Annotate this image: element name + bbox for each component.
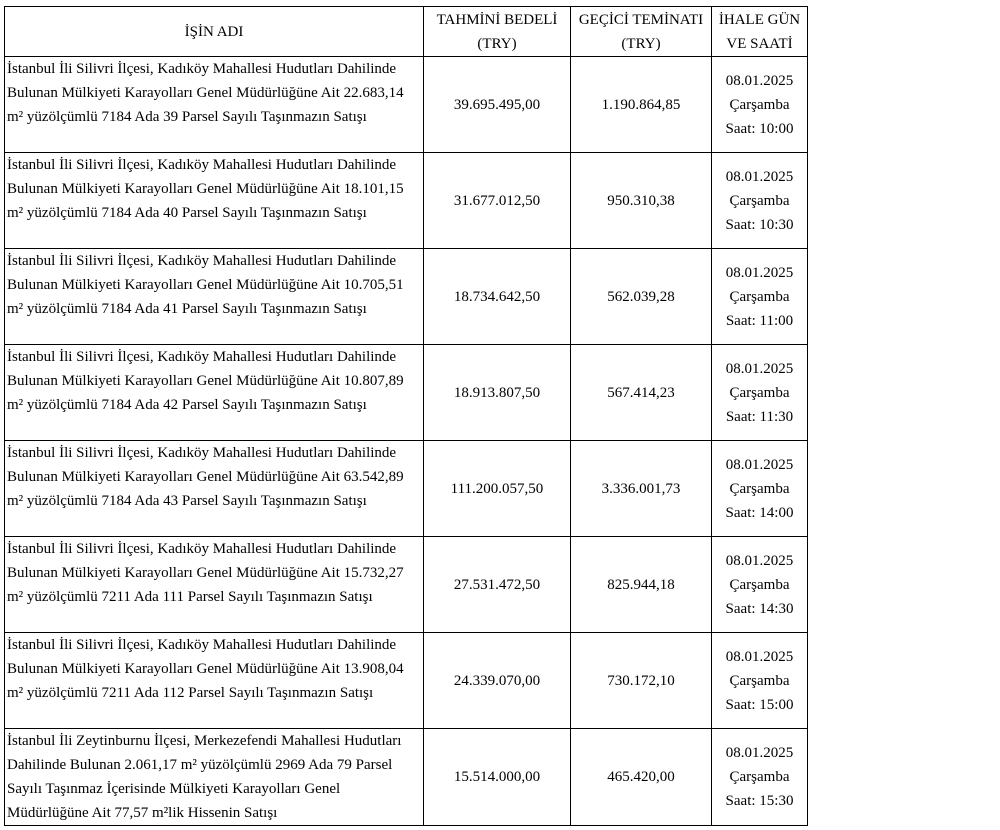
tender-date: 08.01.2025 xyxy=(725,456,794,473)
provisional-deposit: 1.190.864,85 xyxy=(571,57,712,153)
tender-date: 08.01.2025 xyxy=(725,360,794,377)
tender-datetime xyxy=(712,441,808,537)
tender-day: Çarşamba xyxy=(729,480,790,497)
table-row xyxy=(5,153,808,249)
item-name: İstanbul İli Silivri İlçesi, Kadıköy Mahallesi Hudutları Dahilinde Bulunan Mülkiyeti Karayolları Genel Müdürlüğüne Ait 13.908,04 m² yüzölçümlü 7211 Ada 112 Parsel Sayılı Taşınmazın Satışı xyxy=(5,633,424,729)
provisional-deposit: 562.039,28 xyxy=(571,249,712,345)
tender-day: Çarşamba xyxy=(729,96,790,113)
table-row xyxy=(5,729,808,826)
tender-datetime xyxy=(712,537,808,633)
tender-datetime xyxy=(712,57,808,153)
tender-datetime xyxy=(712,633,808,729)
tender-table xyxy=(4,6,808,826)
tender-day: Çarşamba xyxy=(729,288,790,305)
estimated-price: 39.695.495,00 xyxy=(424,57,571,153)
tender-time: Saat: 10:00 xyxy=(725,120,794,137)
tender-day: Çarşamba xyxy=(729,576,790,593)
tender-day: Çarşamba xyxy=(729,769,790,785)
table-row xyxy=(5,441,808,537)
tender-day: Çarşamba xyxy=(729,384,790,401)
tender-date: 08.01.2025 xyxy=(725,264,794,281)
item-name: İstanbul İli Silivri İlçesi, Kadıköy Mahallesi Hudutları Dahilinde Bulunan Mülkiyeti Karayolları Genel Müdürlüğüne Ait 18.101,15 m² yüzölçümlü 7184 Ada 40 Parsel Sayılı Taşınmazın Satışı xyxy=(5,153,424,249)
tender-time: Saat: 14:00 xyxy=(725,504,794,521)
item-name: İstanbul İli Silivri İlçesi, Kadıköy Mahallesi Hudutları Dahilinde Bulunan Mülkiyeti Karayolları Genel Müdürlüğüne Ait 10.705,51 m² yüzölçümlü 7184 Ada 41 Parsel Sayılı Taşınmazın Satışı xyxy=(5,249,424,345)
tender-datetime xyxy=(712,345,808,441)
tender-time: Saat: 10:30 xyxy=(725,216,794,233)
estimated-price: 18.734.642,50 xyxy=(424,249,571,345)
tender-time: Saat: 15:30 xyxy=(725,793,794,809)
tender-time: Saat: 14:30 xyxy=(725,600,794,617)
tender-day: Çarşamba xyxy=(729,672,790,689)
item-name: İstanbul İli Silivri İlçesi, Kadıköy Mahallesi Hudutları Dahilinde Bulunan Mülkiyeti Karayolları Genel Müdürlüğüne Ait 10.807,89 m² yüzölçümlü 7184 Ada 42 Parsel Sayılı Taşınmazın Satışı xyxy=(5,345,424,441)
header-date: İHALE GÜN VE SAATİ xyxy=(712,7,808,57)
table-row xyxy=(5,345,808,441)
table-row xyxy=(5,537,808,633)
header-price: TAHMİNİ BEDELİ (TRY) xyxy=(424,7,571,57)
item-name: İstanbul İli Silivri İlçesi, Kadıköy Mahallesi Hudutları Dahilinde Bulunan Mülkiyeti Karayolları Genel Müdürlüğüne Ait 63.542,89 m² yüzölçümlü 7184 Ada 43 Parsel Sayılı Taşınmazın Satışı xyxy=(5,441,424,537)
item-name: İstanbul İli Silivri İlçesi, Kadıköy Mahallesi Hudutları Dahilinde Bulunan Mülkiyeti Karayolları Genel Müdürlüğüne Ait 15.732,27 m² yüzölçümlü 7211 Ada 111 Parsel Sayılı Taşınmazın Satışı xyxy=(5,537,424,633)
tender-date: 08.01.2025 xyxy=(725,648,794,665)
provisional-deposit: 950.310,38 xyxy=(571,153,712,249)
tender-date: 08.01.2025 xyxy=(725,745,794,761)
estimated-price: 27.531.472,50 xyxy=(424,537,571,633)
tender-date: 08.01.2025 xyxy=(725,72,794,89)
header-name: İŞİN ADI xyxy=(5,7,424,57)
provisional-deposit: 730.172,10 xyxy=(571,633,712,729)
tender-datetime xyxy=(712,729,808,826)
item-name: İstanbul İli Zeytinburnu İlçesi, Merkezefendi Mahallesi Hudutları Dahilinde Bulunan 2.061,17 m² yüzölçümlü 2969 Ada 79 Parsel Sayılı Taşınmaz İçerisinde Mülkiyeti Karayolları Genel Müdürlüğüne Ait 77,57 m²lik Hissenin Satışı xyxy=(5,729,424,826)
estimated-price: 111.200.057,50 xyxy=(424,441,571,537)
estimated-price: 31.677.012,50 xyxy=(424,153,571,249)
tender-time: Saat: 11:30 xyxy=(725,408,794,425)
header-row xyxy=(5,7,808,57)
tender-datetime xyxy=(712,249,808,345)
tender-date: 08.01.2025 xyxy=(725,168,794,185)
estimated-price: 18.913.807,50 xyxy=(424,345,571,441)
provisional-deposit: 825.944,18 xyxy=(571,537,712,633)
tender-day: Çarşamba xyxy=(729,192,790,209)
provisional-deposit: 465.420,00 xyxy=(571,729,712,826)
tender-time: Saat: 11:00 xyxy=(725,312,794,329)
item-name: İstanbul İli Silivri İlçesi, Kadıköy Mahallesi Hudutları Dahilinde Bulunan Mülkiyeti Karayolları Genel Müdürlüğüne Ait 22.683,14 m² yüzölçümlü 7184 Ada 39 Parsel Sayılı Taşınmazın Satışı xyxy=(5,57,424,153)
estimated-price: 24.339.070,00 xyxy=(424,633,571,729)
table-row xyxy=(5,249,808,345)
tender-datetime xyxy=(712,153,808,249)
estimated-price: 15.514.000,00 xyxy=(424,729,571,826)
provisional-deposit: 3.336.001,73 xyxy=(571,441,712,537)
tender-time: Saat: 15:00 xyxy=(725,696,794,713)
header-deposit: GEÇİCİ TEMİNATI (TRY) xyxy=(571,7,712,57)
table-row xyxy=(5,633,808,729)
table-row xyxy=(5,57,808,153)
tender-date: 08.01.2025 xyxy=(725,552,794,569)
provisional-deposit: 567.414,23 xyxy=(571,345,712,441)
